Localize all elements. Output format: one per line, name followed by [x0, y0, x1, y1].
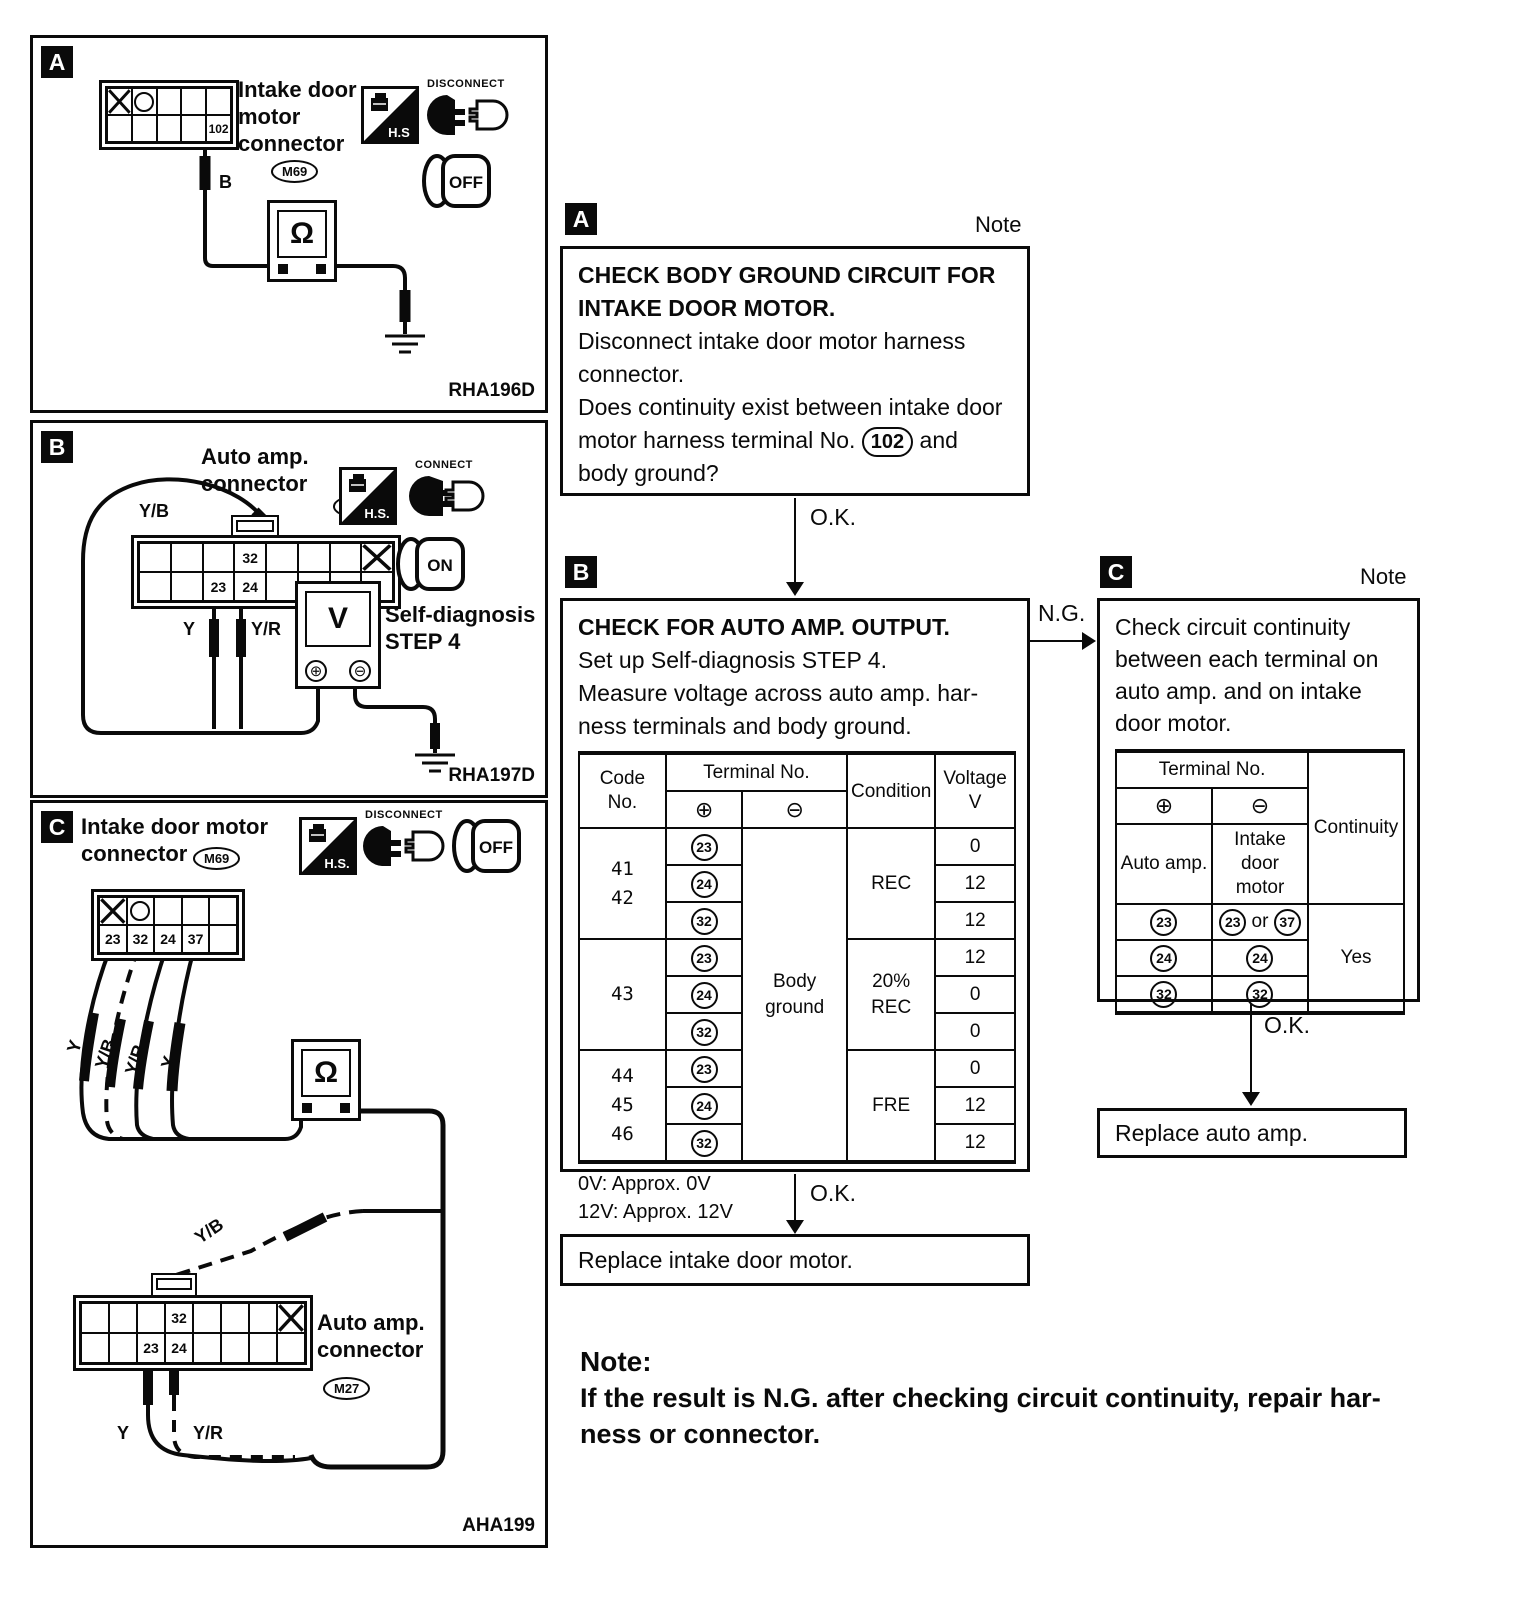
hs-icon — [339, 467, 397, 525]
figure-code: AHA199 — [462, 1515, 535, 1536]
connect-label: CONNECT — [415, 459, 473, 471]
auto-amp-connector — [73, 1295, 313, 1371]
connector-x-cell — [361, 543, 393, 572]
pin-32: 32 — [127, 925, 155, 953]
flow-step-b: CHECK FOR AUTO AMP. OUTPUT. Set up Self-diagnosis STEP 4. Measure voltage across auto amp. har- ness terminals and body ground. Code No. Terminal No. Condition Voltage V ⊕ ⊖ 41 42 23 Body ground REC 0 24 12 32 12 43 23 20% REC 12 24 0 32 0 44 45 46 23 FRE 0 24 12 32 12 0V: Approx. 0V 12V: Approx. 12V — [560, 598, 1030, 1172]
hs-icon — [361, 86, 419, 144]
wire-yr-label: Y/R — [121, 1042, 150, 1078]
flow-a-question: Does continuity exist between intake door motor harness terminal No. 102 and body ground? — [578, 394, 1003, 486]
condition-rec: REC — [847, 828, 935, 939]
panel-b-title: Auto amp. connector — [201, 444, 309, 496]
connect-icon — [407, 473, 487, 519]
svg-text:ON: ON — [427, 556, 453, 575]
pin-102: 102 — [206, 115, 231, 142]
disconnect-icon — [425, 92, 509, 138]
col-minus: ⊖ — [742, 791, 847, 828]
connector-x-cell — [107, 88, 132, 115]
ng-label: N.G. — [1038, 600, 1086, 626]
voltmeter-minus-terminal: ⊖ — [349, 660, 371, 682]
ok-label-1: O.K. — [810, 504, 857, 530]
table-row: 24 24 — [1116, 940, 1404, 976]
pin-23: 23 — [203, 572, 235, 601]
flow-a-title: CHECK BODY GROUND CIRCUIT FOR INTAKE DOOR MOTOR. — [578, 262, 996, 321]
panel-c — [30, 800, 548, 1548]
footnote-0v: 0V: Approx. 0V — [578, 1173, 711, 1195]
table-row: 32 12 — [579, 1124, 1015, 1162]
voltage-table — [578, 751, 1016, 1164]
bottom-note — [580, 1344, 1470, 1452]
wire-y-label: Y — [183, 619, 196, 639]
figure-code: RHA196D — [448, 380, 535, 401]
intake-door-motor-connector — [99, 80, 239, 150]
flow-arrow-b-c — [1030, 632, 1096, 650]
table-row: 32 0 — [579, 1013, 1015, 1050]
wire-yr2-label: Y/R — [193, 1423, 224, 1443]
col-auto-amp: Auto amp. — [1116, 824, 1212, 904]
replace-intake-door-motor-box: Replace intake door motor. — [560, 1234, 1030, 1286]
flow-b-title: CHECK FOR AUTO AMP. OUTPUT. — [578, 614, 950, 640]
panel-b — [30, 420, 548, 798]
connector-code-m69: M69 — [271, 160, 318, 183]
table-row: 23 23 or 37 Yes — [1116, 904, 1404, 940]
pin-24: 24 — [165, 1333, 193, 1363]
connector-keyway-cell — [127, 897, 155, 925]
table-row: 32 32 — [1116, 976, 1404, 1013]
continuity-table — [1115, 749, 1405, 1015]
flow-c-tag: C — [1100, 556, 1132, 588]
ok-label-2: O.K. — [810, 1180, 857, 1206]
svg-text:H.S.: H.S. — [364, 506, 390, 521]
pin-32: 32 — [165, 1303, 193, 1333]
ignition-key-off-icon — [451, 815, 525, 877]
wire-y3-label: Y — [117, 1423, 130, 1443]
terminal-102-badge: 102 — [862, 427, 913, 457]
wire-color-label: B — [219, 172, 232, 192]
flow-arrow-c-replace — [1242, 1004, 1260, 1106]
disconnect-label: DISCONNECT — [427, 78, 505, 90]
flow-a-tag: A — [565, 203, 597, 235]
condition-fre: FRE — [847, 1050, 935, 1162]
ok-label-3: O.K. — [1264, 1012, 1311, 1038]
pin-24: 24 — [234, 572, 266, 601]
table-row: 24 0 — [579, 976, 1015, 1013]
footnote-12v: 12V: Approx. 12V — [578, 1201, 733, 1223]
pin-23: 23 — [99, 925, 127, 953]
pin-23: 23 — [137, 1333, 165, 1363]
bottom-note-line1: If the result is N.G. after checking circuit continuity, repair har- — [580, 1383, 1381, 1413]
panel-c-tag: C — [41, 811, 73, 843]
svg-text:H.S.: H.S. — [324, 856, 350, 871]
figure-code: RHA197D — [448, 765, 535, 786]
disconnect-icon — [361, 823, 445, 869]
col-terminal: Terminal No. — [666, 753, 847, 791]
self-diagnosis-label: Self-diagnosis STEP 4 — [385, 602, 536, 654]
table-row: 44 45 46 23 FRE 0 — [579, 1050, 1015, 1087]
hs-icon — [299, 817, 357, 875]
panel-c-title: Intake door motor connector — [81, 814, 269, 866]
col-code: Code No. — [579, 753, 666, 828]
flow-step-a — [560, 246, 1030, 496]
svg-text:OFF: OFF — [449, 173, 483, 192]
table-row: 24 12 — [579, 865, 1015, 902]
flow-arrow-a-b — [786, 498, 804, 596]
bottom-note-line2: ness or connector. — [580, 1419, 821, 1449]
col-plus: ⊕ — [1116, 788, 1212, 824]
connector-x-cell — [277, 1303, 305, 1333]
pin-24: 24 — [154, 925, 182, 953]
connector-x-cell — [99, 897, 127, 925]
wire-yb2-label: Y/B — [191, 1214, 228, 1248]
flow-step-c — [1097, 598, 1420, 1002]
replace-auto-amp-box: Replace auto amp. — [1097, 1108, 1407, 1158]
flow-c-note: Note — [1360, 564, 1407, 589]
col-minus: ⊖ — [1212, 788, 1308, 824]
disconnect-label: DISCONNECT — [365, 809, 443, 821]
minus-body-ground: Body ground — [742, 828, 847, 1162]
bottom-note-title: Note: — [580, 1346, 652, 1377]
wire-yb-label: Y/B — [91, 1036, 120, 1072]
panel-a-title: Intake door motor connector — [238, 77, 357, 156]
wire-yb-label: Y/B — [139, 501, 170, 521]
table-row: 43 23 20% REC 12 — [579, 939, 1015, 976]
table-row: 41 42 23 Body ground REC 0 — [579, 828, 1015, 865]
flow-c-text: Check circuit continuity between each terminal on auto amp. and on intake door motor. — [1115, 614, 1379, 736]
voltmeter-icon: V ⊕ ⊖ — [295, 581, 381, 689]
voltmeter-plus-terminal: ⊕ — [305, 660, 327, 682]
connector-code-m27: M27 — [323, 1377, 370, 1400]
col-voltage: Voltage V — [935, 753, 1015, 828]
pin-32: 32 — [234, 543, 266, 572]
continuity-yes: Yes — [1308, 904, 1404, 1013]
flow-a-note: Note — [975, 212, 1022, 237]
connector-tab — [151, 1273, 197, 1297]
flow-arrow-b-replace — [786, 1174, 804, 1234]
wire-y-label: Y — [63, 1037, 86, 1056]
code-43: 43 — [579, 939, 666, 1050]
flow-a-line: Disconnect intake door motor harness connector. — [578, 328, 966, 387]
intake-door-motor-connector — [91, 889, 245, 961]
col-condition: Condition — [847, 753, 935, 828]
svg-text:OFF: OFF — [479, 838, 513, 857]
connector-keyway-cell — [132, 88, 157, 115]
ohmmeter-icon: Ω — [267, 200, 337, 282]
auto-amp-title: Auto amp. connector — [317, 1310, 425, 1362]
col-intake-door-motor: Intake door motor — [1212, 824, 1308, 904]
ohmmeter-icon: Ω — [291, 1039, 361, 1121]
panel-a — [30, 35, 548, 413]
condition-20rec: 20% REC — [847, 939, 935, 1050]
panel-a-tag: A — [41, 46, 73, 78]
wire-yr-label: Y/R — [251, 619, 282, 639]
col-plus: ⊕ — [666, 791, 743, 828]
connector-code-m69: M69 — [193, 847, 240, 870]
table-row: 24 12 — [579, 1087, 1015, 1124]
panel-b-tag: B — [41, 431, 73, 463]
ignition-key-off-icon — [421, 150, 495, 212]
code-41-42: 41 42 — [579, 828, 666, 939]
col-continuity: Continuity — [1308, 751, 1404, 904]
ignition-key-on-icon — [395, 533, 469, 595]
svg-text:H.S: H.S — [388, 125, 410, 140]
pin-37: 37 — [182, 925, 210, 953]
table-row: 32 12 — [579, 902, 1015, 939]
code-44-45-46: 44 45 46 — [579, 1050, 666, 1162]
wire-y2-label: Y — [157, 1053, 180, 1072]
col-terminal: Terminal No. — [1116, 751, 1308, 788]
flow-b-tag: B — [565, 556, 597, 588]
connector-tab — [231, 515, 279, 537]
